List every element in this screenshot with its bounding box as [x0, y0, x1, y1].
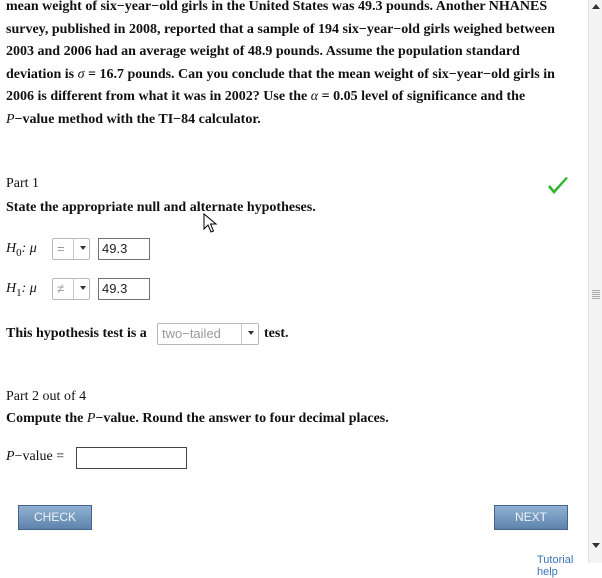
scroll-grip-icon[interactable] — [592, 290, 600, 299]
h-subscript: 1 — [16, 286, 22, 299]
text: Compute the — [6, 411, 84, 426]
select-divider — [73, 239, 74, 259]
mu-label: : μ — [21, 281, 37, 296]
p-symbol: P — [6, 449, 15, 464]
part2-title: Part 2 out of 4 — [6, 389, 87, 404]
problem-line-4 — [6, 64, 584, 87]
problem-text — [6, 0, 584, 131]
correct-check-icon — [546, 175, 570, 197]
text: 2006 is different from what it was in 2002? Use the — [6, 89, 308, 104]
check-button[interactable]: CHECK — [18, 505, 92, 530]
test-type-select[interactable] — [157, 323, 259, 345]
tutorial-help-link[interactable]: Tutorial help — [537, 554, 574, 578]
problem-line-5 — [6, 86, 584, 109]
h1-label — [6, 281, 37, 299]
mouse-cursor-icon — [203, 213, 219, 235]
h-letter: H — [6, 281, 17, 296]
text: deviation is — [6, 66, 75, 82]
select-divider — [73, 279, 74, 299]
problem-line-1: mean weight of six−year−old girls in the United States was 49.3 pounds. Another NHANES — [6, 0, 548, 14]
h1-operator-select[interactable] — [52, 278, 90, 300]
scroll-down-icon[interactable] — [592, 543, 600, 548]
text: −value = — [14, 449, 65, 464]
part1-title: Part 1 — [6, 176, 40, 191]
p-value-input[interactable] — [76, 447, 187, 469]
sigma-symbol: σ — [77, 66, 85, 82]
scroll-up-icon[interactable] — [592, 4, 600, 9]
h0-value-input[interactable]: 49.3 — [98, 238, 150, 260]
part1-instruction: State the appropriate null and alternate hypotheses. — [6, 200, 316, 215]
h0-operator-value: = — [57, 241, 65, 256]
chevron-down-icon — [80, 286, 86, 290]
text: = 16.7 pounds. Can you conclude that the mean weight of six−year−old girls in — [84, 66, 555, 82]
p-symbol: P — [6, 111, 15, 127]
problem-line-3: 2003 and 2006 had an average weight of 48.9 pounds. Assume the population standard — [6, 44, 520, 59]
alpha-symbol: α — [310, 89, 319, 104]
select-divider — [241, 324, 242, 344]
vertical-scrollbar[interactable] — [588, 0, 602, 563]
test-type-prefix: This hypothesis test is a — [6, 326, 147, 341]
h1-operator-value: ≠ — [57, 281, 65, 296]
text: = 0.05 level of significance and the — [318, 89, 526, 104]
test-type-suffix: test. — [264, 326, 289, 341]
mu-label: : μ — [21, 241, 37, 256]
chevron-down-icon — [80, 246, 86, 250]
next-button[interactable]: NEXT — [494, 505, 568, 530]
p-value-label — [6, 449, 64, 465]
test-type-value: two−tailed — [162, 326, 221, 341]
problem-line-6 — [6, 109, 584, 132]
h-letter: H — [6, 241, 17, 256]
text: −value method with the TI−84 calculator. — [14, 111, 261, 127]
h0-label — [6, 241, 37, 259]
h0-operator-select[interactable] — [52, 238, 90, 260]
part2-instruction — [6, 411, 389, 427]
problem-line-2: survey, published in 2008, reported that a sample of 194 six−year−old girls weighed between — [6, 21, 555, 37]
h-subscript: 0 — [16, 246, 22, 259]
chevron-down-icon — [248, 331, 254, 335]
text: −value. Round the answer to four decimal places. — [95, 411, 389, 426]
h1-value-input[interactable]: 49.3 — [98, 278, 150, 300]
p-symbol: P — [86, 411, 96, 426]
